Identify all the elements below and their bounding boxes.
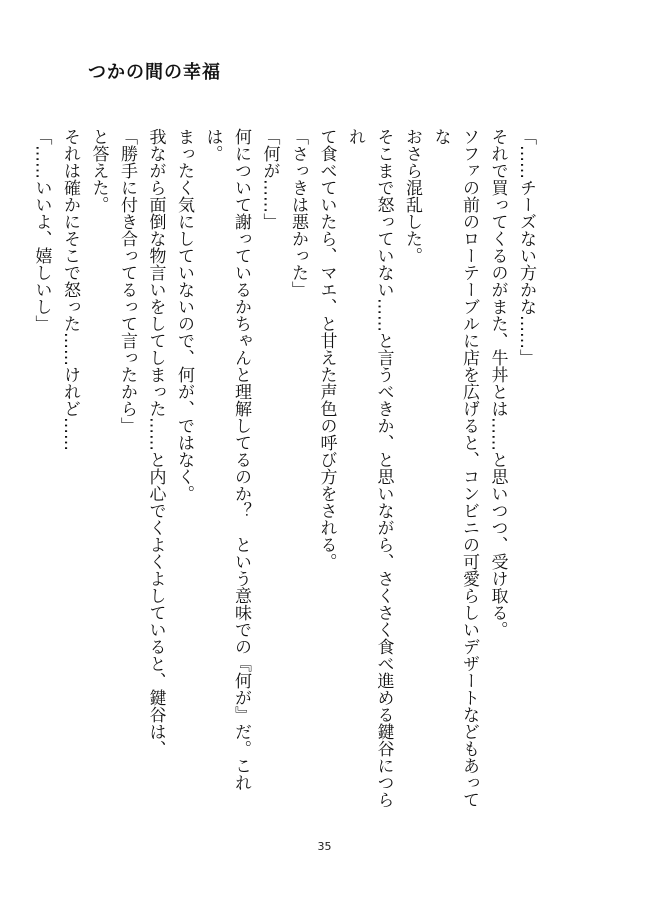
chapter-title: つかの間の幸福 [88,62,221,83]
text-line: 「……チーズない方かな……」 [516,128,536,366]
text-line: て食べていたら、マエ、と甘えた声色の呼び方をされる。 [316,128,337,570]
text-line: 「何が……」 [259,128,280,230]
page-number: 35 [317,840,332,853]
text-line: そこまで怒っていない……と言うべきか、と思いながら、さくさく食べ進める鍵谷につられ [345,128,394,808]
text-line: ソファの前のローテーブルに店を広げると、コンビニの可愛らしいデザートなどもあってな [430,128,479,808]
text-line: 何について謝っているかちゃんと理解してるのか？ という意味での『何が』だ。これは。 [202,128,251,791]
text-line: おさら混乱した。 [402,128,422,264]
text-line: 「さっきは悪かった」 [288,128,308,298]
text-line: 「勝手に付き合ってるって言ったから」 [117,128,137,434]
text-line: それは確かにそこで怒った……けれど…… [60,128,80,451]
text-line: と答えた。 [88,128,109,213]
text-line: それで買ってくるのがまた、牛丼とは……と思いつつ、受け取る。 [487,128,508,638]
text-line: まったく気にしていないので、何が、ではなく。 [174,128,194,502]
text-line: 我ながら面倒な物言いをしてしまった……と内心でくよくよしていると、鍵谷は、 [145,128,166,757]
vertical-body-text [31,128,540,808]
text-line: 「……いいよ、嬉しいし」 [31,128,52,332]
